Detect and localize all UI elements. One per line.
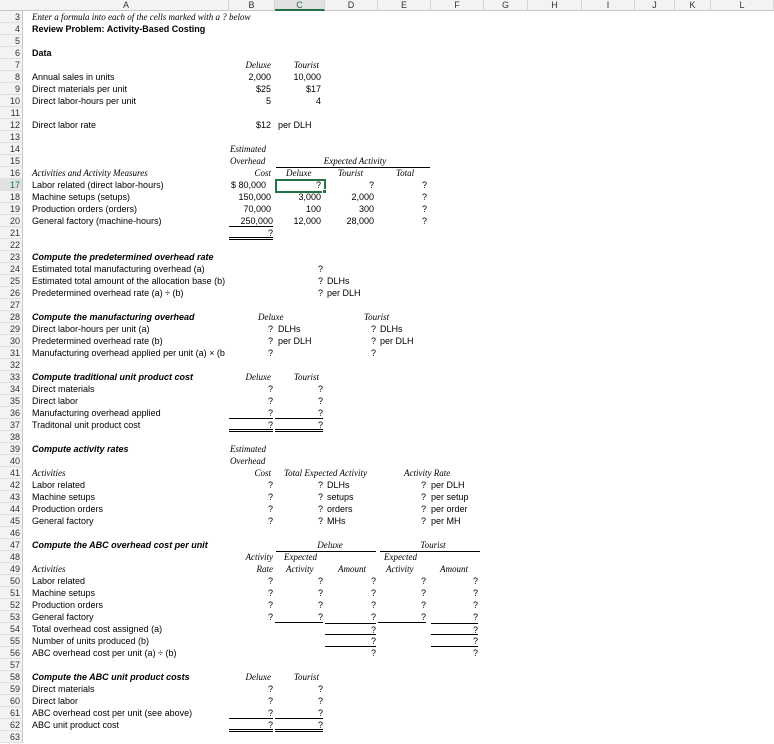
row-header[interactable]: 18 — [0, 191, 23, 203]
c26-unit: per DLH — [327, 288, 361, 298]
row-header[interactable]: 19 — [0, 203, 23, 215]
c24-value[interactable]: ? — [317, 264, 323, 274]
tourist-header: Tourist — [293, 60, 319, 70]
row-header[interactable]: 44 — [0, 503, 23, 515]
row-header[interactable]: 53 — [0, 611, 23, 623]
row-header[interactable]: 41 — [0, 467, 23, 479]
overhead-header: Overhead — [230, 156, 266, 166]
row-header[interactable]: 4 — [0, 23, 23, 35]
ar-estimated-header: Estimated — [230, 444, 266, 454]
row-header[interactable]: 47 — [0, 539, 23, 551]
row-header[interactable]: 55 — [0, 635, 23, 647]
abc-labor-label: Labor related — [32, 576, 86, 586]
b12-value[interactable]: $12 — [255, 120, 271, 130]
b42-value[interactable]: ? — [267, 480, 273, 490]
abc-deluxe-expected-header: Expected — [284, 552, 317, 562]
section-predetermined-rate: Compute the predetermined overhead rate — [32, 252, 214, 262]
b36-value[interactable]: ? — [229, 407, 273, 419]
cost-header: Cost — [254, 168, 271, 178]
row-header[interactable]: 15 — [0, 155, 23, 167]
e44-value[interactable]: ? — [420, 504, 426, 514]
row-header[interactable]: 56 — [0, 647, 23, 659]
row-header[interactable]: 7 — [0, 59, 23, 71]
d54-value[interactable]: ? — [325, 623, 376, 635]
abc-cell[interactable]: ? — [370, 600, 376, 610]
units-produced-label: Number of units produced (b) — [32, 636, 150, 646]
activity-rate-header: Activity Rate — [404, 468, 451, 478]
c61-value[interactable]: ? — [275, 707, 323, 719]
abc-cell[interactable]: ? — [420, 600, 426, 610]
row-header[interactable]: 24 — [0, 263, 23, 275]
abc-cell[interactable]: ? — [420, 588, 426, 598]
c45-value[interactable]: ? — [317, 516, 323, 526]
trad-tourist-header: Tourist — [293, 372, 319, 382]
total-activity-header: Total — [396, 168, 415, 178]
row-header[interactable]: 49 — [0, 563, 23, 575]
row-header[interactable]: 3 — [0, 11, 23, 23]
mfg-tourist-header: Tourist — [364, 312, 390, 322]
b30-unit: per DLH — [278, 336, 312, 346]
b44-value[interactable]: ? — [267, 504, 273, 514]
c42-unit: DLHs — [327, 480, 350, 490]
column-header-e[interactable]: E — [378, 0, 431, 11]
row-header[interactable]: 31 — [0, 347, 23, 359]
ar-general-label: General factory — [32, 516, 94, 526]
row-header[interactable]: 21 — [0, 227, 23, 239]
row-header[interactable]: 22 — [0, 239, 23, 251]
c26-value[interactable]: ? — [317, 288, 323, 298]
general-factory-label: General factory (machine-hours) — [32, 216, 162, 226]
column-header-b[interactable]: B — [229, 0, 275, 11]
row-header[interactable]: 50 — [0, 575, 23, 587]
row-header[interactable]: 23 — [0, 251, 23, 263]
c25-unit: DLHs — [327, 276, 350, 286]
c59-value[interactable]: ? — [317, 684, 323, 694]
c34-value[interactable]: ? — [317, 384, 323, 394]
abc-cell[interactable]: ? — [275, 611, 323, 623]
tourist-activity-header: Tourist — [338, 168, 364, 178]
abcu-dm-label: Direct materials — [32, 684, 95, 694]
total-expected-activity-header: Total Expected Activity — [284, 468, 367, 478]
column-header-g[interactable]: G — [484, 0, 528, 11]
row-header[interactable]: 26 — [0, 287, 23, 299]
c43-value[interactable]: ? — [317, 492, 323, 502]
f56-value[interactable]: ? — [472, 648, 478, 658]
column-header-f[interactable]: F — [431, 0, 484, 11]
e19-value[interactable]: ? — [421, 204, 427, 214]
abc-cell[interactable]: ? — [472, 612, 478, 622]
d56-value[interactable]: ? — [370, 648, 376, 658]
abcu-deluxe-header: Deluxe — [245, 672, 271, 682]
row-header[interactable]: 25 — [0, 275, 23, 287]
ar-cost-header: Cost — [254, 468, 271, 478]
row-header[interactable]: 14 — [0, 143, 23, 155]
column-header-k[interactable]: K — [675, 0, 711, 11]
trad-deluxe-header: Deluxe — [245, 372, 271, 382]
b45-value[interactable]: ? — [267, 516, 273, 526]
d17-value[interactable]: ? — [368, 180, 374, 190]
c10-value[interactable]: 4 — [315, 96, 321, 106]
row-header[interactable]: 8 — [0, 71, 23, 83]
column-header-j[interactable]: J — [635, 0, 675, 11]
row-header[interactable]: 43 — [0, 491, 23, 503]
row-header[interactable]: 5 — [0, 35, 23, 47]
f55-value[interactable]: ? — [431, 635, 478, 647]
row-header[interactable]: 60 — [0, 695, 23, 707]
column-header-i[interactable]: I — [582, 0, 635, 11]
b35-value[interactable]: ? — [267, 396, 273, 406]
abc-cell[interactable]: ? — [267, 600, 273, 610]
abc-cell[interactable]: ? — [420, 576, 426, 586]
row-header[interactable]: 58 — [0, 671, 23, 683]
c60-value[interactable]: ? — [317, 696, 323, 706]
trad-dl-label: Direct labor — [32, 396, 79, 406]
abc-cell[interactable]: ? — [378, 611, 426, 623]
row-header[interactable]: 57 — [0, 659, 23, 671]
section-abc-overhead: Compute the ABC overhead cost per unit — [32, 540, 208, 550]
row-header[interactable]: 62 — [0, 719, 23, 731]
c17-value[interactable]: ? — [315, 180, 321, 190]
e42-unit: per DLH — [431, 480, 465, 490]
expected-activity-header: Expected Activity — [323, 156, 387, 166]
c9-value[interactable]: $17 — [305, 84, 321, 94]
sheet-title: Review Problem: Activity-Based Costing — [32, 24, 206, 34]
mfg-applied-label: Manufacturing overhead applied per unit (a) × (b — [32, 348, 225, 358]
abc-cell[interactable]: ? — [317, 576, 323, 586]
direct-materials-label: Direct materials per unit — [32, 84, 128, 94]
abc-deluxe-header: Deluxe — [317, 540, 343, 550]
section-activity-rates: Compute activity rates — [32, 444, 129, 454]
b17-value[interactable]: $ 80,000 — [231, 180, 267, 190]
instructions-text: Enter a formula into each of the cells marked with a ? below — [32, 12, 251, 22]
row-header[interactable]: 30 — [0, 335, 23, 347]
b19-value[interactable]: 70,000 — [243, 204, 271, 214]
dlh-per-unit-label: Direct labor-hours per unit — [32, 96, 137, 106]
b59-value[interactable]: ? — [267, 684, 273, 694]
b62-value[interactable]: ? — [229, 719, 273, 732]
d55-value[interactable]: ? — [325, 635, 376, 647]
row-header[interactable]: 33 — [0, 371, 23, 383]
trad-dm-label: Direct materials — [32, 384, 95, 394]
c12-unit: per DLH — [278, 120, 312, 130]
abcu-overhead-label: ABC overhead cost per unit (see above) — [32, 708, 193, 718]
abc-deluxe-activity-header: Activity — [286, 564, 314, 574]
estimated-header: Estimated — [230, 144, 266, 154]
deluxe-activity-header: Deluxe — [286, 168, 312, 178]
column-header-d[interactable]: D — [325, 0, 378, 11]
abcu-tourist-header: Tourist — [293, 672, 319, 682]
e42-value[interactable]: ? — [420, 480, 426, 490]
predetermined-rate-b-label: Predetermined overhead rate (b) — [32, 336, 163, 346]
row-header[interactable]: 51 — [0, 587, 23, 599]
row-header[interactable]: 37 — [0, 419, 23, 431]
d29-unit: DLHs — [380, 324, 403, 334]
d31-value[interactable]: ? — [370, 348, 376, 358]
b29-value[interactable]: ? — [267, 324, 273, 334]
e43-value[interactable]: ? — [420, 492, 426, 502]
b31-value[interactable]: ? — [267, 348, 273, 358]
c8-value[interactable]: 10,000 — [293, 72, 321, 82]
abc-cell[interactable]: ? — [267, 576, 273, 586]
row-header[interactable]: 40 — [0, 455, 23, 467]
trad-moh-label: Manufacturing overhead applied — [32, 408, 161, 418]
ar-activities-header: Activities — [32, 468, 66, 478]
total-overhead-label: Total overhead cost assigned (a) — [32, 624, 163, 634]
row-header[interactable]: 9 — [0, 83, 23, 95]
abc-deluxe-amount-header: Amount — [338, 564, 366, 574]
e45-value[interactable]: ? — [420, 516, 426, 526]
deluxe-header: Deluxe — [245, 60, 271, 70]
activities-measures-header: Activities and Activity Measures — [32, 168, 148, 178]
row-header[interactable]: 34 — [0, 383, 23, 395]
e18-value[interactable]: ? — [421, 192, 427, 202]
b29-unit: DLHs — [278, 324, 301, 334]
b30-value[interactable]: ? — [267, 336, 273, 346]
abc-tourist-expected-header: Expected — [384, 552, 417, 562]
abc-orders-label: Production orders — [32, 600, 104, 610]
row-header[interactable]: 13 — [0, 131, 23, 143]
est-allocation-base-label: Estimated total amount of the allocation base (b) — [32, 276, 226, 286]
row-header[interactable]: 52 — [0, 599, 23, 611]
section-traditional-cost: Compute traditional unit product cost — [32, 372, 193, 382]
abc-setups-label: Machine setups — [32, 588, 96, 598]
f54-value[interactable]: ? — [431, 623, 478, 635]
row-header[interactable]: 32 — [0, 359, 23, 371]
d18-value[interactable]: 2,000 — [351, 192, 374, 202]
section-abc-unit-costs: Compute the ABC unit product costs — [32, 672, 190, 682]
e45-unit: per MH — [431, 516, 461, 526]
row-header[interactable]: 46 — [0, 527, 23, 539]
abc-cell[interactable]: ? — [267, 612, 273, 622]
abc-tourist-amount-header: Amount — [440, 564, 468, 574]
row-header[interactable]: 29 — [0, 323, 23, 335]
row-header[interactable]: 27 — [0, 299, 23, 311]
ar-labor-label: Labor related — [32, 480, 86, 490]
abc-activities-header: Activities — [32, 564, 66, 574]
abcu-dl-label: Direct labor — [32, 696, 79, 706]
machine-setups-label: Machine setups (setups) — [32, 192, 131, 202]
abc-cell[interactable]: ? — [472, 600, 478, 610]
d30-value[interactable]: ? — [370, 336, 376, 346]
row-header[interactable]: 17 — [0, 179, 23, 191]
dlh-per-unit-a-label: Direct labor-hours per unit (a) — [32, 324, 150, 334]
c18-value[interactable]: 3,000 — [298, 192, 321, 202]
c19-value[interactable]: 100 — [305, 204, 321, 214]
row-header[interactable]: 12 — [0, 119, 23, 131]
abc-cell[interactable]: ? — [267, 588, 273, 598]
c36-value[interactable]: ? — [275, 407, 323, 419]
abc-cell[interactable]: ? — [472, 576, 478, 586]
b61-value[interactable]: ? — [229, 707, 273, 719]
abc-cell[interactable]: ? — [370, 612, 376, 622]
e43-unit: per setup — [431, 492, 469, 502]
trad-unit-cost-label: Traditonal unit product cost — [32, 420, 141, 430]
column-header-l[interactable]: L — [711, 0, 774, 11]
c62-value[interactable]: ? — [275, 719, 323, 732]
b37-value[interactable]: ? — [229, 419, 273, 432]
e20-value[interactable]: ? — [421, 216, 427, 226]
b21-value[interactable]: ? — [229, 227, 273, 240]
c25-value[interactable]: ? — [317, 276, 323, 286]
c44-unit: orders — [327, 504, 353, 514]
row-header[interactable]: 39 — [0, 443, 23, 455]
d19-value[interactable]: 300 — [358, 204, 374, 214]
d30-unit: per DLH — [380, 336, 414, 346]
row-header[interactable]: 48 — [0, 551, 23, 563]
abc-rate-header: Rate — [256, 564, 273, 574]
b10-value[interactable]: 5 — [265, 96, 271, 106]
column-header-c[interactable]: C — [275, 0, 325, 11]
row-header[interactable]: 45 — [0, 515, 23, 527]
c35-value[interactable]: ? — [317, 396, 323, 406]
abc-cell[interactable]: ? — [370, 576, 376, 586]
b20-value[interactable]: 250,000 — [229, 215, 273, 227]
abcu-unit-cost-label: ABC unit product cost — [32, 720, 120, 730]
c20-value[interactable]: 12,000 — [293, 216, 321, 226]
row-header[interactable]: 61 — [0, 707, 23, 719]
ar-orders-label: Production orders — [32, 504, 104, 514]
b9-value[interactable]: $25 — [255, 84, 271, 94]
row-header[interactable]: 6 — [0, 47, 23, 59]
row-header[interactable]: 63 — [0, 731, 23, 743]
row-header[interactable]: 54 — [0, 623, 23, 635]
predetermined-rate-label: Predetermined overhead rate (a) ÷ (b) — [32, 288, 184, 298]
direct-labor-rate-label: Direct labor rate — [32, 120, 97, 130]
c45-unit: MHs — [327, 516, 346, 526]
b8-value[interactable]: 2,000 — [248, 72, 271, 82]
d20-value[interactable]: 28,000 — [346, 216, 374, 226]
row-header[interactable]: 59 — [0, 683, 23, 695]
row-header[interactable]: 42 — [0, 479, 23, 491]
row-header[interactable]: 20 — [0, 215, 23, 227]
d29-value[interactable]: ? — [370, 324, 376, 334]
abc-general-label: General factory — [32, 612, 94, 622]
labor-related-label: Labor related (direct labor-hours) — [32, 180, 164, 190]
abc-tourist-header: Tourist — [420, 540, 446, 550]
column-header-h[interactable]: H — [528, 0, 582, 11]
c42-value[interactable]: ? — [317, 480, 323, 490]
row-header[interactable]: 35 — [0, 395, 23, 407]
mfg-deluxe-header: Deluxe — [258, 312, 284, 322]
b43-value[interactable]: ? — [267, 492, 273, 502]
abc-cell[interactable]: ? — [317, 588, 323, 598]
abc-tourist-activity-header: Activity — [386, 564, 414, 574]
production-orders-label: Production orders (orders) — [32, 204, 138, 214]
abc-per-unit-label: ABC overhead cost per unit (a) ÷ (b) — [32, 648, 177, 658]
row-header[interactable]: 36 — [0, 407, 23, 419]
abc-cell[interactable]: ? — [370, 588, 376, 598]
b60-value[interactable]: ? — [267, 696, 273, 706]
e44-unit: per order — [431, 504, 468, 514]
b34-value[interactable]: ? — [267, 384, 273, 394]
abc-activity-header: Activity — [245, 552, 273, 562]
c44-value[interactable]: ? — [317, 504, 323, 514]
e17-value[interactable]: ? — [421, 180, 427, 190]
abc-cell[interactable]: ? — [317, 600, 323, 610]
c37-value[interactable]: ? — [275, 419, 323, 432]
row-header[interactable]: 28 — [0, 311, 23, 323]
abc-cell[interactable]: ? — [472, 588, 478, 598]
ar-setups-label: Machine setups — [32, 492, 96, 502]
section-mfg-overhead: Compute the manufacturing overhead — [32, 312, 195, 322]
data-heading: Data — [32, 48, 52, 58]
row-header[interactable]: 10 — [0, 95, 23, 107]
ar-overhead-header: Overhead — [230, 456, 266, 466]
c43-unit: setups — [327, 492, 354, 502]
row-header[interactable]: 38 — [0, 431, 23, 443]
b18-value[interactable]: 150,000 — [238, 192, 271, 202]
est-total-overhead-label: Estimated total manufacturing overhead (a) — [32, 264, 205, 274]
row-header[interactable]: 11 — [0, 107, 23, 119]
column-header-a[interactable]: A — [24, 0, 229, 11]
annual-sales-label: Annual sales in units — [32, 72, 115, 82]
row-header[interactable]: 16 — [0, 167, 23, 179]
